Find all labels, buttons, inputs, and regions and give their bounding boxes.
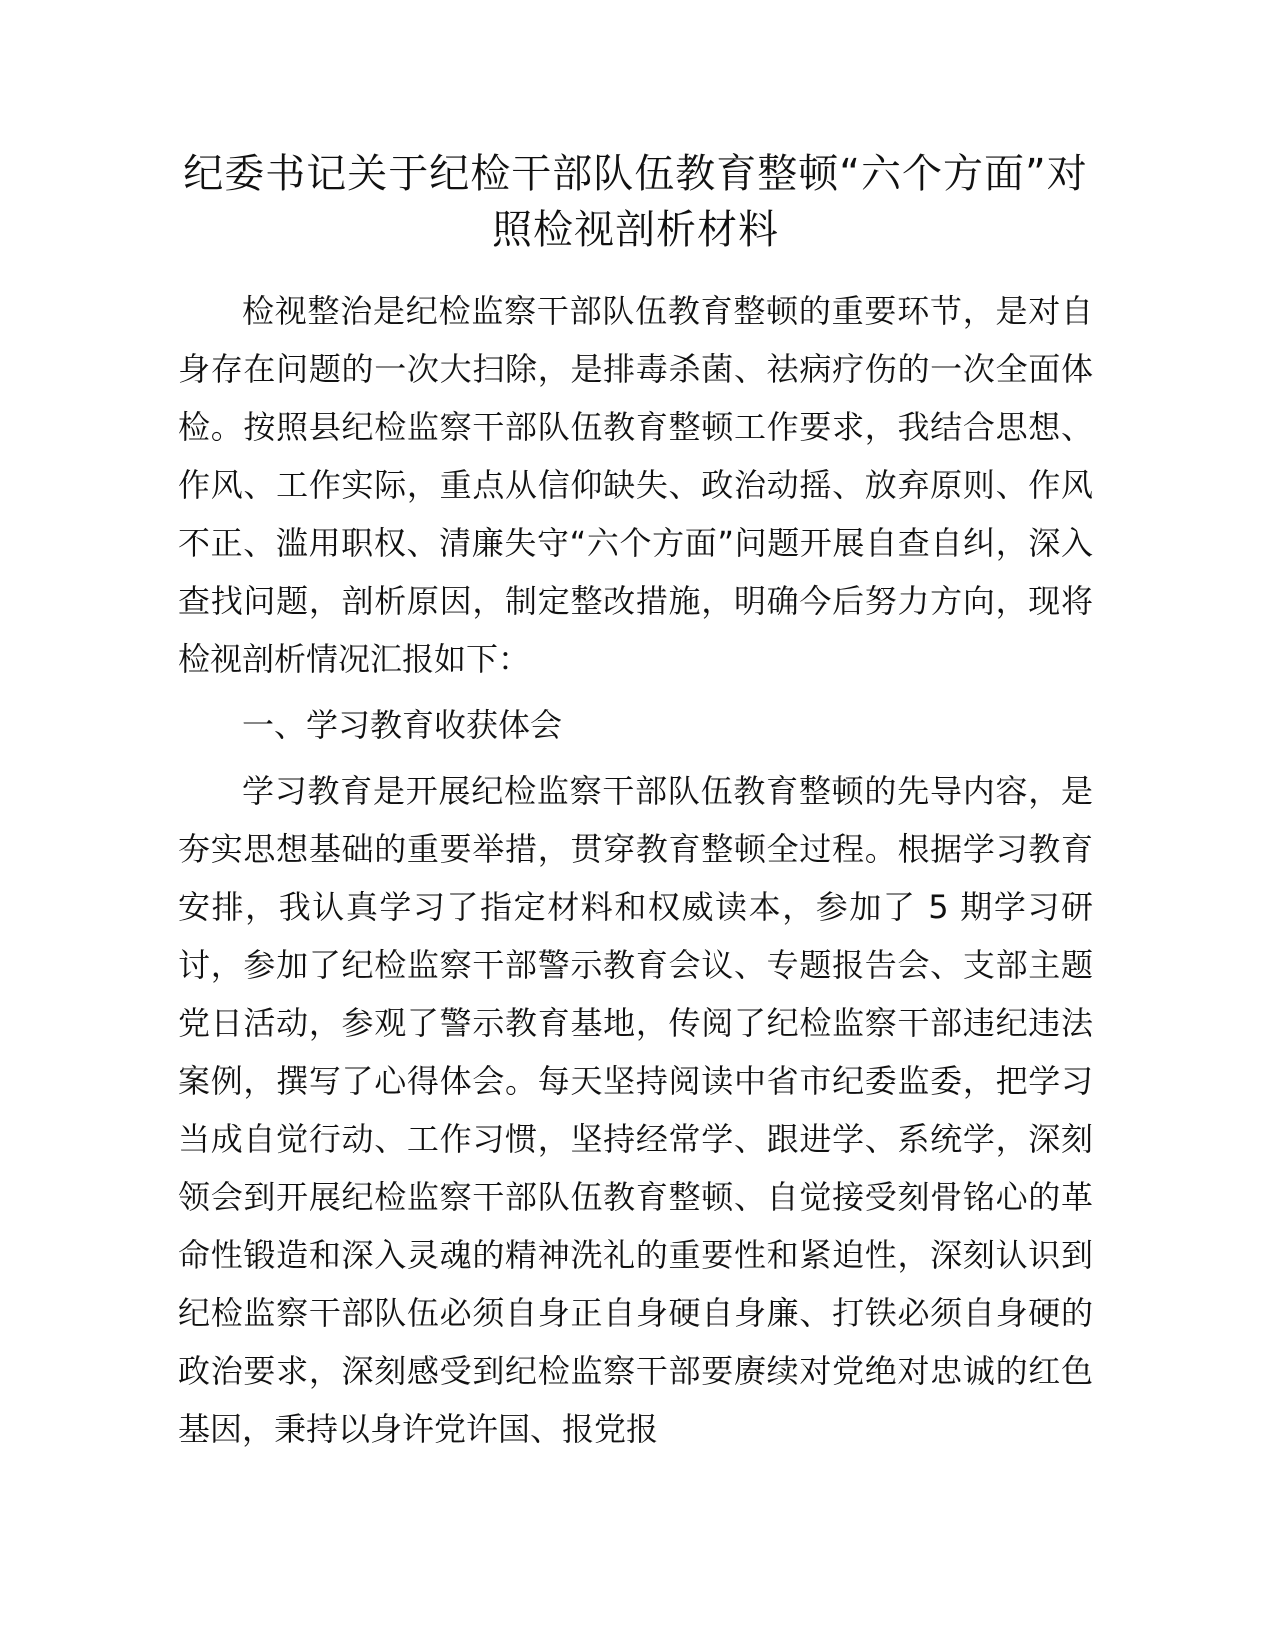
section-heading: 一、学习教育收获体会 bbox=[242, 706, 563, 744]
document-title: 纪委书记关于纪检干部队伍教育整顿“六个方面”对照检视剖析材料 bbox=[183, 151, 1088, 253]
document-body bbox=[178, 282, 1093, 1458]
section-paragraph: 学习教育是开展纪检监察干部队伍教育整顿的先导内容，是夯实思想基础的重要举措，贯穿教育整顿全过程。根据学习教育安排，我认真学习了指定材料和权威读本，参加了 5 期学习研讨，参加了纪检监察干部警示教育会议、专题报告会、支部主题党日活动，参观了警示教育基地，传阅了纪检监察干部违纪违法案例，撰写了心得体会。每天坚持阅读中省市纪委监委，把学习当成自觉行动、工作习惯，坚持经常学、跟进学、系统学，深刻领会到开展纪检监察干部队伍教育整顿、自觉接受刻骨铭心的革命性锻造和深入灵魂的精神洗礼的重要性和紧迫性，深刻认识到纪检监察干部队伍必须自身正自身硬自身廉、打铁必须自身硬的政治要求，深刻感受到纪检监察干部要赓续对党绝对忠诚的红色基因，秉持以身许党许国、报党报 bbox=[178, 772, 1093, 1448]
intro-paragraph: 检视整治是纪检监察干部队伍教育整顿的重要环节，是对自身存在问题的一次大扫除，是排毒杀菌、祛病疗伤的一次全面体检。按照县纪检监察干部队伍教育整顿工作要求，我结合思想、作风、工作实际，重点从信仰缺失、政治动摇、放弃原则、作风不正、滥用职权、清廉失守“六个方面”问题开展自查自纠，深入查找问题，剖析原因，制定整改措施，明确今后努力方向，现将检视剖析情况汇报如下： bbox=[178, 292, 1093, 678]
